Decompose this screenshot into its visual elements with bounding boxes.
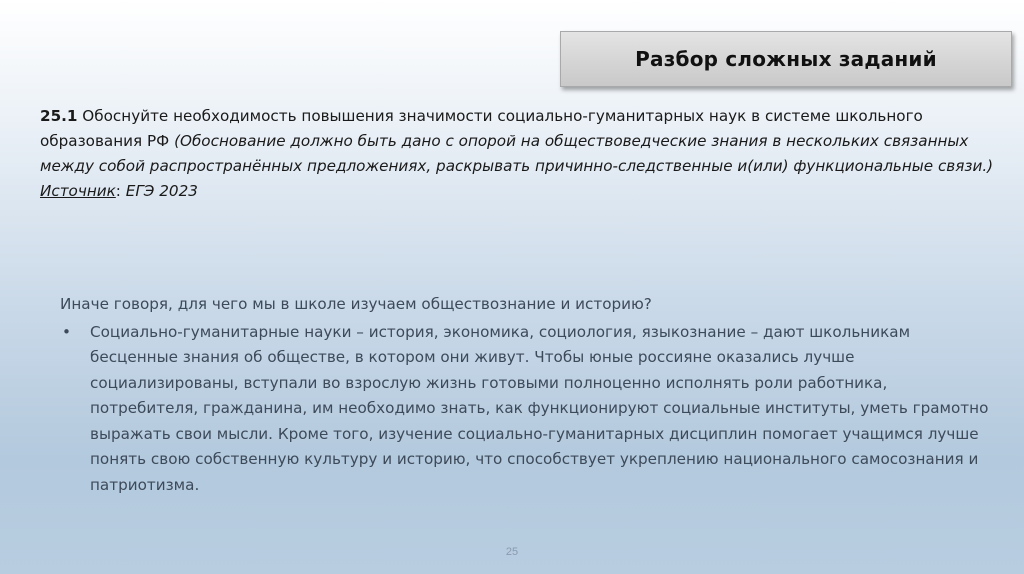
answer-bullet-item	[60, 320, 990, 499]
slide-title-box	[560, 31, 1012, 87]
task-number: 25.1	[40, 107, 78, 125]
answer-block	[60, 292, 990, 498]
source-label: Источник	[40, 182, 116, 200]
bullet-icon: •	[62, 322, 71, 341]
page-number: 25	[505, 546, 519, 558]
source-separator: :	[115, 182, 126, 200]
answer-intro: Иначе говоря, для чего мы в школе изучаем обществознание и историю?	[60, 295, 652, 313]
answer-bullet-text: Социально-гуманитарные науки – история, экономика, социология, языкознание – дают школьникам бесценные знания об обществе, в котором они живут. Чтобы юные россияне оказались лучше социализированы, вступали во взрослую жизнь готовыми полноценно исполнять роли работника, потребителя, гражданина, им необходимо знать, как функционируют социальные институты, уметь грамотно выражать свои мысли. Кроме того, изучение социально-гуманитарных дисциплин помогает учащимся лучше понять свою собственную культуру и историю, что способствует укреплению национального самосознания и патриотизма.	[90, 322, 989, 494]
task-prompt: Обоснуйте необходимость повышения значимости социально-гуманитарных наук в системе школьного образования РФ	[40, 107, 923, 150]
task-requirement: (Обоснование должно быть дано с опорой на обществоведческие знания в нескольких связанных между собой распространённых предложениях, раскрывать причинно-следственные и(или) функциональные связи.)	[40, 132, 994, 175]
slide-title: Разбор сложных заданий	[635, 47, 937, 71]
task-block	[40, 104, 1000, 204]
source-value: ЕГЭ 2023	[125, 182, 198, 200]
